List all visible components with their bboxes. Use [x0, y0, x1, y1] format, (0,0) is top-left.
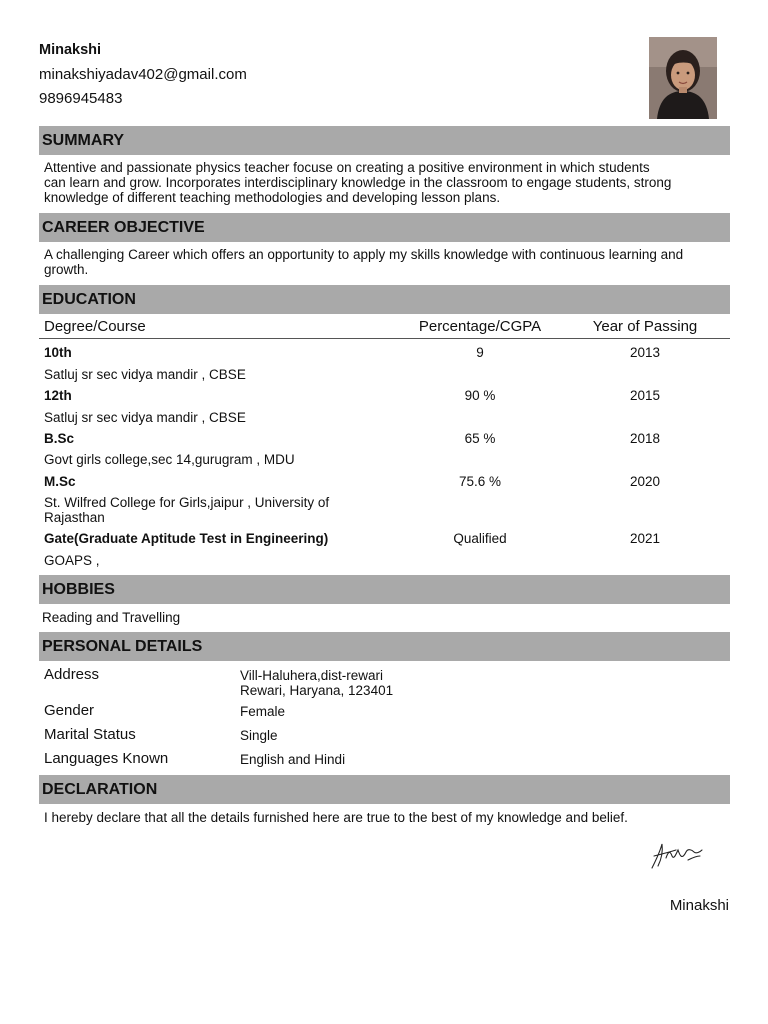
- summary-heading: SUMMARY: [39, 126, 730, 155]
- education-year: 2018: [629, 431, 661, 446]
- education-degree: Gate(Graduate Aptitude Test in Engineering): [44, 531, 329, 546]
- email-text: minakshiyadav402@gmail.com: [39, 66, 247, 83]
- signature-image: [648, 838, 704, 872]
- career-line: A challenging Career which offers an opportunity to apply my skills knowledge with continuous learning and: [44, 247, 684, 262]
- candidate-name: Minakshi: [39, 42, 102, 58]
- address-line: Rewari, Haryana, 123401: [240, 682, 394, 698]
- address-label: Address: [44, 666, 100, 683]
- education-degree: B.Sc: [44, 431, 75, 446]
- education-year: 2020: [629, 474, 661, 489]
- education-institute: GOAPS ,: [44, 553, 100, 568]
- languages-label: Languages Known: [44, 750, 169, 767]
- col-percentage-header: Percentage/CGPA: [418, 318, 542, 335]
- profile-photo: [649, 37, 717, 119]
- education-score: 9: [476, 345, 484, 360]
- education-degree: 10th: [44, 345, 72, 360]
- declaration-heading: DECLARATION: [39, 775, 730, 804]
- education-score: 75.6 %: [458, 474, 502, 489]
- resume-header: [39, 41, 247, 111]
- summary-line: can learn and grow. Incorporates interdisciplinary knowledge in the classroom to engage students, strong: [44, 175, 672, 190]
- languages-value: English and Hindi: [240, 752, 346, 767]
- education-heading: EDUCATION: [39, 285, 730, 314]
- col-degree-header: Degree/Course: [44, 318, 146, 335]
- personal-details-heading: PERSONAL DETAILS: [39, 632, 730, 661]
- address-line: Vill-Haluhera,dist-rewari: [240, 668, 384, 683]
- hobbies-text: Reading and Travelling: [42, 610, 181, 625]
- summary-line: knowledge of different teaching methodologies and developing lesson plans.: [44, 190, 501, 205]
- contact-block: [39, 63, 247, 111]
- career-line: growth.: [44, 262, 89, 277]
- address-value: [240, 669, 393, 698]
- summary-line: Attentive and passionate physics teacher focuse on creating a positive environment in which students: [44, 160, 650, 175]
- education-year: 2015: [629, 388, 661, 403]
- col-year-header: Year of Passing: [592, 318, 698, 335]
- education-score: 90 %: [464, 388, 496, 403]
- education-year: 2013: [629, 345, 661, 360]
- education-year: 2021: [629, 531, 661, 546]
- signature-name: Minakshi: [669, 897, 729, 914]
- education-institute: Satluj sr sec vidya mandir , CBSE: [44, 367, 246, 382]
- hobbies-heading: HOBBIES: [39, 575, 730, 604]
- career-objective-heading: CAREER OBJECTIVE: [39, 213, 730, 242]
- institute-line: St. Wilfred College for Girls,jaipur , University of: [44, 495, 330, 510]
- summary-text: [44, 160, 671, 205]
- education-degree: M.Sc: [44, 474, 76, 489]
- profile-photo-image: [649, 37, 717, 119]
- gender-value: Female: [240, 704, 286, 719]
- marital-status-label: Marital Status: [44, 726, 136, 743]
- gender-label: Gender: [44, 702, 95, 719]
- education-institute: Satluj sr sec vidya mandir , CBSE: [44, 410, 246, 425]
- institute-line: Rajasthan: [44, 510, 105, 525]
- career-objective-text: [44, 247, 683, 277]
- declaration-text: I hereby declare that all the details furnished here are true to the best of my knowledge and belief.: [44, 810, 628, 825]
- education-institute: [44, 495, 354, 525]
- education-institute: Govt girls college,sec 14,gurugram , MDU: [44, 452, 295, 467]
- education-score: Qualified: [453, 531, 507, 546]
- marital-status-value: Single: [240, 728, 278, 743]
- education-header-rule: [39, 338, 730, 339]
- education-score: 65 %: [464, 431, 496, 446]
- education-degree: 12th: [44, 388, 72, 403]
- phone-text: 9896945483: [39, 90, 123, 107]
